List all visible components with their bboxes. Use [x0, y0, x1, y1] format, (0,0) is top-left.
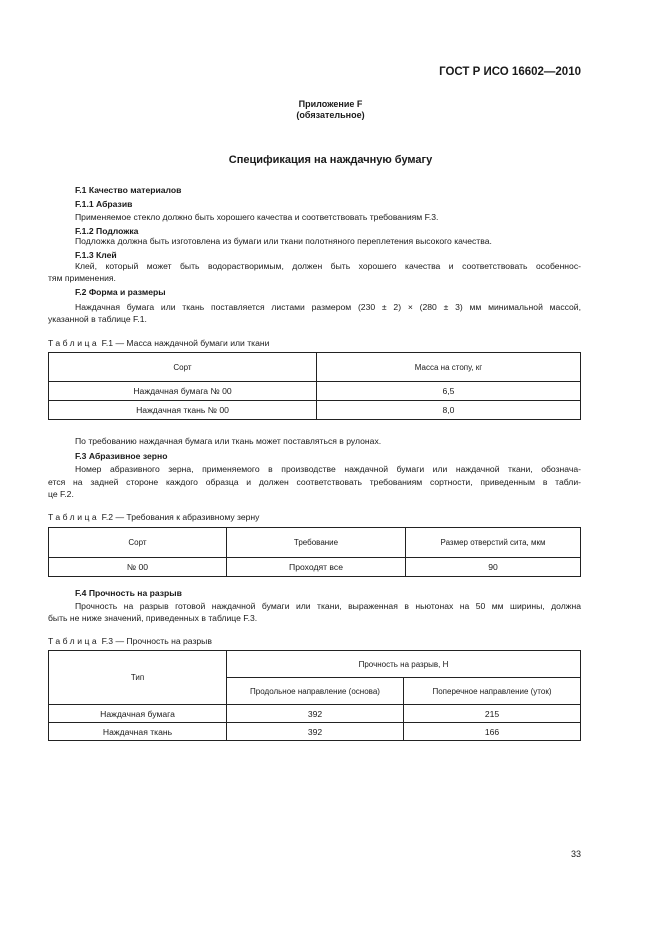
section-f11-heading: F.1.1 Абразив — [75, 199, 133, 209]
section-f3-text-line1: Номер абразивного зерна, применяемого в производстве наждачной бумаги или наждачной ткани, обознача- — [75, 464, 581, 474]
section-f13-text-line2: тям применения. — [48, 273, 116, 283]
table-row — [49, 723, 581, 741]
table-f2-caption — [48, 512, 259, 522]
table-row — [49, 705, 581, 723]
table-row — [49, 382, 581, 401]
table-f1-header-mass: Масса на стопу, кг — [317, 353, 581, 382]
table-f3-header-transverse: Поперечное направление (уток) — [404, 678, 581, 705]
table-f1 — [48, 352, 581, 420]
table-f2-header-sieve: Размер отверстий сита, мкм — [406, 528, 581, 558]
table-cell: Наждачная бумага — [49, 705, 227, 723]
table-cell: Наждачная ткань — [49, 723, 227, 741]
section-f11-text: Применяемое стекло должно быть хорошего качества и соответствовать требованиям F.3. — [75, 212, 439, 222]
table-f2-caption-word: Таблица — [48, 512, 100, 522]
table-f3 — [48, 650, 581, 741]
page-number: 33 — [570, 849, 581, 859]
section-f3-heading: F.3 Абразивное зерно — [75, 451, 168, 461]
section-f12-text: Подложка должна быть изготовлена из бумаги или ткани полотняного переплетения высокого качества. — [75, 236, 492, 246]
standard-number: ГОСТ Р ИСО 16602—2010 — [439, 66, 581, 78]
table-cell: Проходят все — [227, 558, 406, 577]
document-title: Спецификация на наждачную бумагу — [228, 154, 433, 166]
table-cell: 392 — [227, 723, 404, 741]
section-f3-text-line3: це F.2. — [48, 489, 74, 499]
table-f1-caption-word: Таблица — [48, 338, 100, 348]
table-row — [49, 401, 581, 420]
section-f4-heading: F.4 Прочность на разрыв — [75, 588, 182, 598]
table-cell: № 00 — [49, 558, 227, 577]
annex-title: Приложение F — [298, 99, 363, 109]
section-f2-text-line2: указанной в таблице F.1. — [48, 314, 147, 324]
table-cell: 8,0 — [317, 401, 581, 420]
table-f3-header-group: Прочность на разрыв, Н — [227, 651, 581, 678]
table-f3-caption — [48, 636, 212, 646]
section-f1-heading: F.1 Качество материалов — [75, 185, 182, 195]
table-f3-header-type: Тип — [49, 651, 227, 705]
table-f3-caption-word: Таблица — [48, 636, 100, 646]
table-row — [49, 558, 581, 577]
table-cell: 166 — [404, 723, 581, 741]
table-f1-caption-rest: F.1 — Масса наждачной бумаги или ткани — [101, 338, 270, 348]
section-f2-text-line1: Наждачная бумага или ткань поставляется листами размером (230 ± 2) × (280 ± 3) мм минимальной массой, — [75, 302, 581, 312]
table-f2-header-grade: Сорт — [49, 528, 227, 558]
table-f2 — [48, 527, 581, 577]
table-f1-header-grade: Сорт — [49, 353, 317, 382]
section-f4-text-line1: Прочность на разрыв готовой наждачной бумаги или ткани, выраженная в ньютонах на 50 мм ширины, должна — [75, 601, 581, 611]
section-f13-heading: F.1.3 Клей — [75, 250, 117, 260]
section-f2-heading: F.2 Форма и размеры — [75, 287, 166, 297]
section-f2-after-table: По требованию наждачная бумага или ткань может поставляться в рулонах. — [75, 436, 382, 446]
section-f13-text-line1: Клей, который может быть водорастворимым, должен быть хорошего качества и соответствовать особеннос- — [75, 261, 581, 271]
table-cell: 392 — [227, 705, 404, 723]
table-cell: 90 — [406, 558, 581, 577]
table-f3-caption-rest: F.3 — Прочность на разрыв — [101, 636, 212, 646]
section-f4-text-line2: быть не ниже значений, приведенных в таблице F.3. — [48, 613, 258, 623]
section-f3-text-line2: ется на задней стороне каждого образца и должен соответствовать требованиям сортности, приведенным в табли- — [48, 477, 581, 487]
annex-status: (обязательное) — [296, 110, 365, 120]
table-cell: Наждачная ткань № 00 — [49, 401, 317, 420]
table-f1-caption — [48, 338, 269, 348]
table-f3-header-longitudinal: Продольное направление (основа) — [227, 678, 404, 705]
table-f2-header-requirement: Требование — [227, 528, 406, 558]
table-f2-caption-rest: F.2 — Требования к абразивному зерну — [101, 512, 260, 522]
section-f12-heading: F.1.2 Подложка — [75, 226, 139, 236]
table-cell: 6,5 — [317, 382, 581, 401]
table-cell: 215 — [404, 705, 581, 723]
table-cell: Наждачная бумага № 00 — [49, 382, 317, 401]
